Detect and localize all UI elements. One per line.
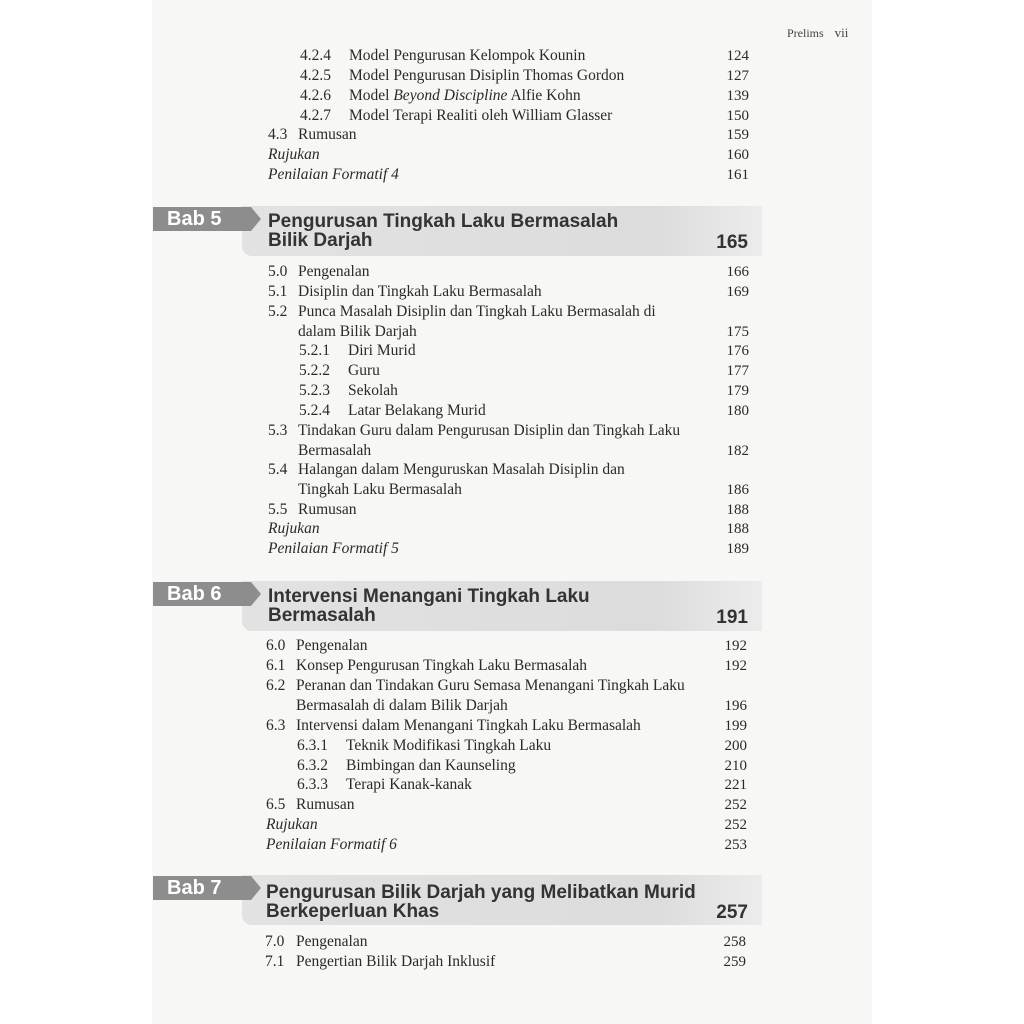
entry-page: 259 (723, 954, 746, 970)
toc-entry-continuation (268, 480, 749, 500)
chapter-6-tab: Bab 6 (153, 582, 251, 606)
toc-entry (265, 932, 746, 952)
entry-title: Bimbingan dan Kaunseling (346, 757, 516, 774)
entry-title-post: Alfie Kohn (507, 87, 581, 104)
toc-entry (265, 952, 746, 972)
entry-page: 150 (726, 108, 749, 124)
toc-entry (297, 775, 747, 795)
entry-title-continuation: Bermasalah (298, 442, 372, 459)
entry-page: 210 (724, 758, 747, 774)
chapter-title-line: Berkeperluan Khas (266, 901, 440, 922)
entry-number: 5.3 (268, 422, 288, 439)
toc-entry-references (268, 519, 749, 539)
toc-entry (297, 736, 747, 756)
entry-page: 188 (726, 502, 749, 518)
toc-entry (266, 795, 747, 815)
toc-entry (299, 381, 749, 401)
entry-page: 176 (726, 343, 749, 359)
toc-entry-continuation (266, 696, 747, 716)
toc-entry-continuation (268, 322, 749, 342)
entry-title: Diri Murid (348, 342, 416, 359)
entry-number: 4.2.4 (300, 47, 331, 64)
chapter-7-page: 257 (716, 902, 748, 923)
entry-title: Halangan dalam Menguruskan Masalah Disiplin dan (298, 461, 625, 478)
entry-title: Guru (348, 362, 380, 379)
entry-page: 124 (726, 48, 749, 64)
entry-page: 161 (726, 167, 749, 183)
chapter-7-tab: Bab 7 (153, 876, 251, 900)
entry-title: Disiplin dan Tingkah Laku Bermasalah (298, 283, 542, 300)
entry-page: 221 (724, 777, 747, 793)
entry-number: 4.2.7 (300, 107, 331, 124)
entry-number: 4.2.6 (300, 87, 331, 104)
entry-title: Model Pengurusan Disiplin Thomas Gordon (349, 67, 625, 84)
entry-number: 7.1 (265, 953, 285, 970)
entry-title-pre: Model (349, 87, 394, 104)
toc-entry-assessment (268, 165, 749, 185)
entry-title: Latar Belakang Murid (348, 402, 486, 419)
toc-entry (299, 341, 749, 361)
chapter-7-title (266, 883, 696, 921)
toc-entry (266, 676, 747, 696)
chapter-6-page: 191 (716, 607, 748, 628)
chapter-5-page: 165 (716, 232, 748, 253)
toc-entry (266, 656, 747, 676)
entry-title: Penilaian Formatif 4 (268, 166, 399, 183)
toc-entry (299, 361, 749, 381)
entry-page: 127 (726, 68, 749, 84)
entry-number: 6.3.2 (297, 757, 328, 774)
entry-title: Teknik Modifikasi Tingkah Laku (346, 737, 552, 754)
entry-page: 177 (726, 363, 749, 379)
running-head-label: Prelims (787, 26, 824, 40)
toc-entry (300, 86, 749, 106)
entry-title: Peranan dan Tindakan Guru Semasa Menangani Tingkah Laku (296, 677, 685, 694)
entry-number: 5.2.2 (299, 362, 330, 379)
entry-page: 253 (724, 837, 747, 853)
entry-title: Rujukan (266, 816, 318, 833)
entry-title-continuation: Bermasalah di dalam Bilik Darjah (296, 697, 508, 714)
entry-number: 4.3 (268, 126, 288, 143)
toc-entry (268, 500, 749, 520)
entry-page: 252 (724, 797, 747, 813)
entry-page: 169 (726, 284, 749, 300)
entry-number: 5.1 (268, 283, 288, 300)
entry-page: 180 (726, 403, 749, 419)
entry-number: 5.5 (268, 501, 288, 518)
entry-title: Pengenalan (296, 637, 368, 654)
entry-number: 5.2.4 (299, 402, 330, 419)
entry-title: Penilaian Formatif 5 (268, 540, 399, 557)
entry-page: 189 (726, 541, 749, 557)
entry-title: Konsep Pengurusan Tingkah Laku Bermasalah (296, 657, 588, 674)
entry-number: 6.0 (266, 637, 286, 654)
entry-number: 5.4 (268, 461, 288, 478)
entry-number: 6.3.3 (297, 776, 328, 793)
entry-number: 4.2.5 (300, 67, 331, 84)
entry-page: 159 (726, 127, 749, 143)
toc-entry-assessment (266, 835, 747, 855)
entry-number: 7.0 (265, 933, 285, 950)
toc-entry (268, 282, 749, 302)
entry-page: 188 (726, 521, 749, 537)
entry-page: 186 (726, 482, 749, 498)
entry-page: 196 (724, 698, 747, 714)
chapter-title-line: Pengurusan Tingkah Laku Bermasalah (268, 211, 619, 232)
entry-page: 179 (726, 383, 749, 399)
entry-title-italic: Beyond Discipline (393, 87, 508, 104)
entry-title: Pengenalan (296, 933, 368, 950)
toc-entry (268, 125, 749, 145)
toc-entry (268, 421, 749, 441)
entry-number: 5.2 (268, 303, 288, 320)
entry-number: 5.2.3 (299, 382, 330, 399)
entry-number: 5.0 (268, 263, 288, 280)
entry-page: 192 (724, 658, 747, 674)
entry-number: 6.2 (266, 677, 286, 694)
entry-title: Model Pengurusan Kelompok Kounin (349, 47, 586, 64)
toc-entry (268, 460, 749, 480)
chapter-title-line: Bilik Darjah (268, 230, 373, 251)
entry-title: Rujukan (268, 146, 320, 163)
entry-title: Pengertian Bilik Darjah Inklusif (296, 953, 496, 970)
toc-entry (266, 636, 747, 656)
entry-title: Pengenalan (298, 263, 370, 280)
entry-page: 252 (724, 817, 747, 833)
chapter-5-title (268, 212, 618, 250)
entry-number: 5.2.1 (299, 342, 330, 359)
entry-page: 139 (726, 88, 749, 104)
toc-entry (266, 716, 747, 736)
entry-title-continuation: Tingkah Laku Bermasalah (298, 481, 462, 498)
entry-page: 182 (726, 443, 749, 459)
toc-entry (300, 106, 749, 126)
entry-number: 6.1 (266, 657, 286, 674)
entry-page: 199 (724, 718, 747, 734)
toc-entry (297, 756, 747, 776)
entry-title: Terapi Kanak-kanak (346, 776, 472, 793)
entry-page: 175 (726, 324, 749, 340)
toc-entry-continuation (268, 441, 749, 461)
entry-title: Model Terapi Realiti oleh William Glasser (349, 107, 613, 124)
toc-entry-references (266, 815, 747, 835)
entry-title-continuation: dalam Bilik Darjah (298, 323, 417, 340)
toc-entry (300, 46, 749, 66)
toc-entry-references (268, 145, 749, 165)
running-head-page-number: vii (834, 25, 849, 40)
chapter-5-tab: Bab 5 (153, 207, 251, 231)
entry-page: 160 (726, 147, 749, 163)
entry-number: 6.3 (266, 717, 286, 734)
entry-title: Rumusan (298, 501, 357, 518)
toc-entry (299, 401, 749, 421)
toc-entry (300, 66, 749, 86)
chapter-title-line: Pengurusan Bilik Darjah yang Melibatkan Murid (266, 882, 696, 903)
toc-entry-assessment (268, 539, 749, 559)
entry-title: Tindakan Guru dalam Pengurusan Disiplin dan Tingkah Laku (298, 422, 681, 439)
entry-number: 6.3.1 (297, 737, 328, 754)
chapter-6-title (268, 587, 590, 625)
running-head (787, 25, 848, 41)
entry-page: 258 (723, 934, 746, 950)
entry-page: 200 (724, 738, 747, 754)
entry-title: Sekolah (348, 382, 398, 399)
toc-entry (268, 262, 749, 282)
chapter-title-line: Bermasalah (268, 605, 376, 626)
chapter-title-line: Intervensi Menangani Tingkah Laku (268, 586, 590, 607)
entry-title: Intervensi dalam Menangani Tingkah Laku Bermasalah (296, 717, 641, 734)
entry-number: 6.5 (266, 796, 286, 813)
entry-title: Punca Masalah Disiplin dan Tingkah Laku Bermasalah di (298, 303, 656, 320)
entry-title (349, 86, 581, 106)
entry-title: Rujukan (268, 520, 320, 537)
entry-title: Rumusan (298, 126, 357, 143)
entry-page: 192 (724, 638, 747, 654)
entry-title: Rumusan (296, 796, 355, 813)
entry-page: 166 (726, 264, 749, 280)
toc-entry (268, 302, 749, 322)
entry-title: Penilaian Formatif 6 (266, 836, 397, 853)
